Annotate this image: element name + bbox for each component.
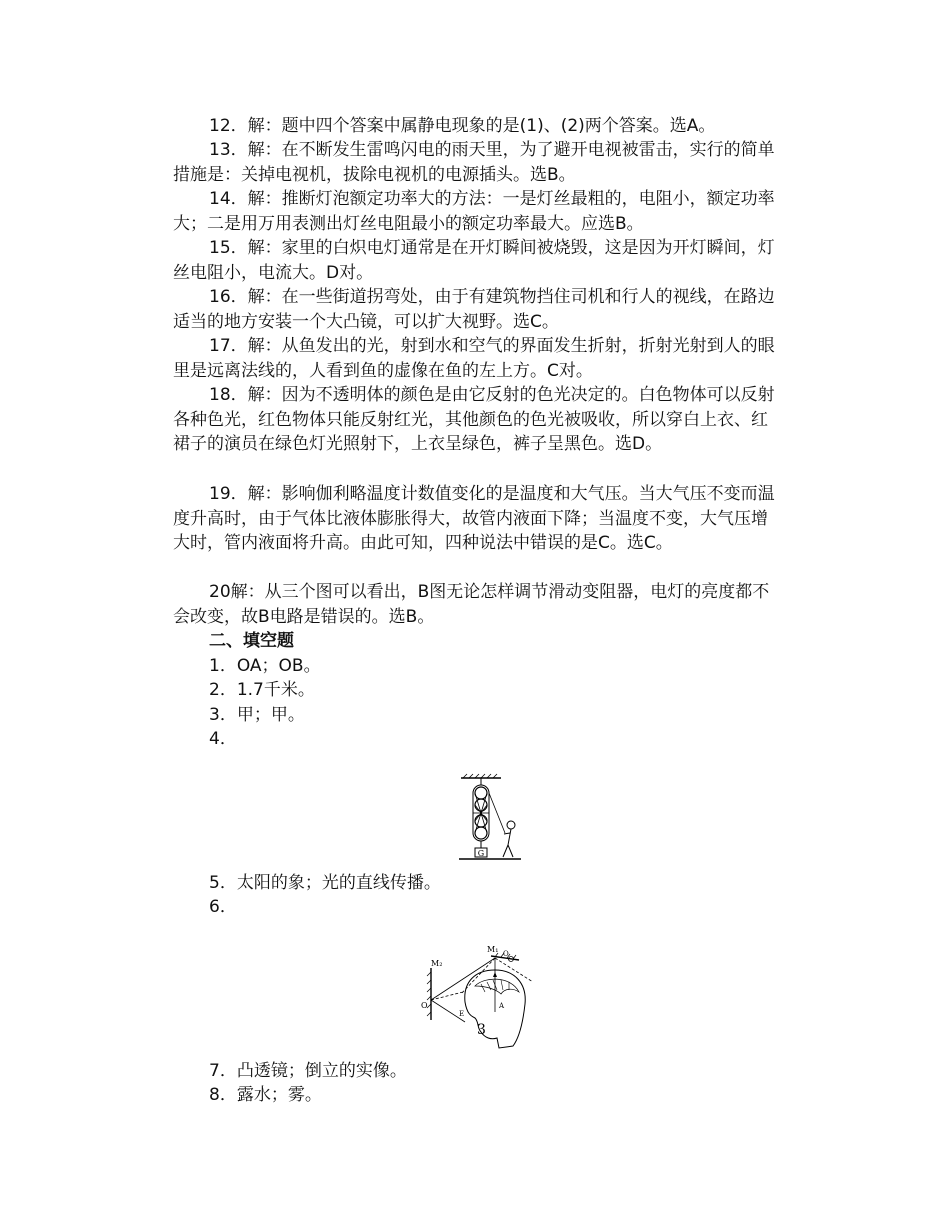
answer-12: 12．解：题中四个答案中属静电现象的是(1)、(2)两个答案。选A。 <box>209 116 716 136</box>
fill-answer-1: 1．OA；OB。 <box>209 656 321 676</box>
answer-15: 15．解：家里的白炽电灯通常是在开灯瞬间被烧毁，这是因为开灯瞬间，灯丝电阻小，电流大。D对。 <box>173 238 775 283</box>
fill-answer-3: 3．甲；甲。 <box>209 705 305 725</box>
m1-label: M₁ <box>487 945 499 954</box>
fill-answer-6: 6． <box>209 897 237 917</box>
answer-14: 14．解：推断灯泡额定功率大的方法：一是灯丝最粗的，电阻小，额定功率大；二是用万用表测出灯丝电阻最小的额定功率最大。应选B。 <box>173 189 775 234</box>
ear-digit: 3 <box>477 1022 486 1038</box>
o-left-label: O <box>421 1001 428 1010</box>
answer-18: 18．解：因为不透明体的颜色是由它反射的色光决定的。白色物体可以反射各种色光，红色物体只能反射红光，其他颜色的色光被吸收，所以穿白上衣、红裙子的演员在绿色灯光照射下，上衣呈绿色，裤子呈黑色。选D。 <box>173 385 775 454</box>
answer-19: 19．解：影响伽利略温度计数值变化的是温度和大气压。当大气压不变而温度升高时，由于气体比液体膨胀得大，故管内液面下降；当温度不变，大气压增大时，管内液面将升高。由此可知，四种说法中错误的是C。选C。 <box>173 484 775 553</box>
fill-answer-4: 4． <box>209 729 237 749</box>
o-top-label: O <box>503 950 509 958</box>
m2-label: M₂ <box>431 959 443 968</box>
fill-answer-2: 2．1.7千米。 <box>209 680 315 700</box>
section-heading: 二、填空题 <box>209 631 294 651</box>
e-label: E <box>459 1010 465 1018</box>
pulley-figure <box>455 773 525 865</box>
answer-16: 16．解：在一些街道拐弯处，由于有建筑物挡住司机和行人的视线，在路边适当的地方安装一个大凸镜，可以扩大视野。选C。 <box>173 287 775 332</box>
fill-answer-5: 5．太阳的象；光的直线传播。 <box>209 873 441 893</box>
a-label: A <box>499 1002 505 1010</box>
answer-17: 17．解：从鱼发出的光，射到水和空气的界面发生折射，折射光射到人的眼里是远离法线的，人看到鱼的虚像在鱼的左上方。C对。 <box>173 336 775 381</box>
weight-label: G <box>477 849 485 858</box>
answer-20: 20解：从三个图可以看出，B图无论怎样调节滑动变阻器，电灯的亮度都不会改变，故B电路是错误的。选B。 <box>173 582 770 627</box>
fill-answer-8: 8．露水；雾。 <box>209 1085 322 1105</box>
answer-13: 13．解：在不断发生雷鸣闪电的雨天里，为了避开电视被雷击，实行的简单措施是：关掉电视机，拔除电视机的电源插头。选B。 <box>173 140 775 185</box>
mirror-figure <box>415 942 540 1057</box>
fill-answer-7: 7．凸透镜；倒立的实像。 <box>209 1061 407 1081</box>
